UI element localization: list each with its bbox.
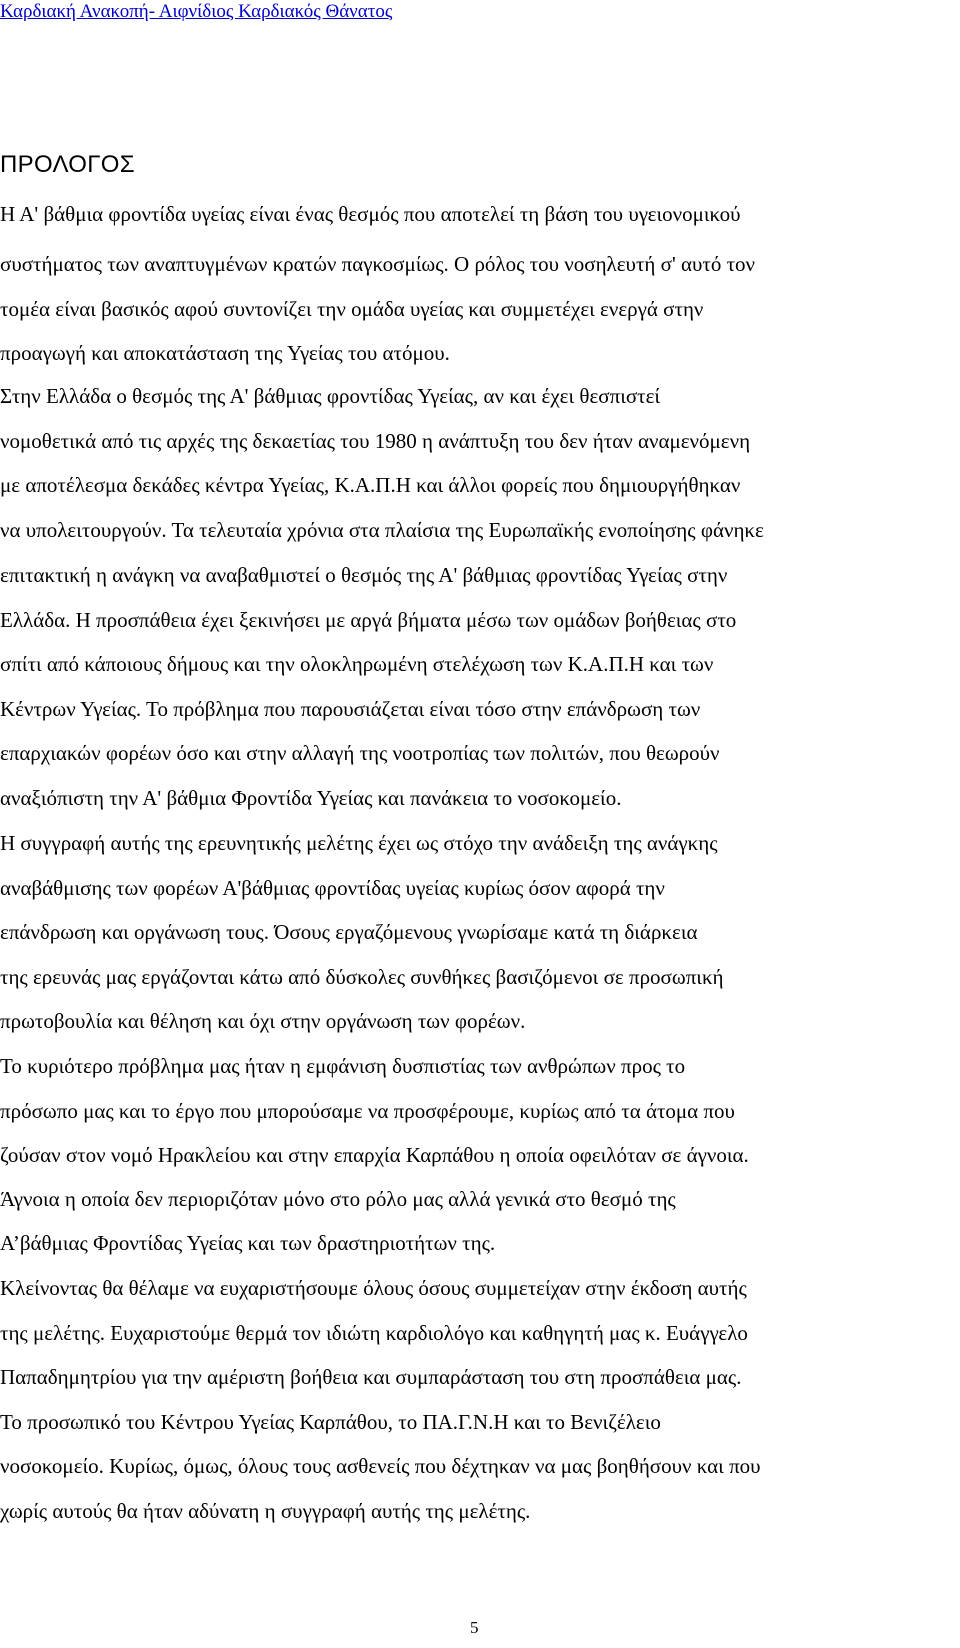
text-line: Το κυριότερο πρόβλημα μας ήταν η εμφάνιση δυσπιστίας των ανθρώπων προς το	[0, 1054, 686, 1078]
text-line: νομοθετικά από τις αρχές της δεκαετίας του 1980 η ανάπτυξη του δεν ήταν αναμενόμενη	[0, 429, 751, 453]
text-line: της ερευνάς μας εργάζονται κάτω από δύσκολες συνθήκες βασιζόμενοι σε προσωπική	[0, 965, 724, 989]
text-line: Ελλάδα. Η προσπάθεια έχει ξεκινήσει με αργά βήματα μέσω των ομάδων βοήθειας στο	[0, 608, 737, 632]
section-title: ΠΡΟΛΟΓΟΣ	[0, 151, 135, 178]
text-line: της μελέτης. Ευχαριστούμε θερμά τον ιδιώτη καρδιολόγο και καθηγητή μας κ. Ευάγγελο	[0, 1321, 748, 1345]
text-line: επάνδρωση και οργάνωση τους. Όσους εργαζόμενους γνωρίσαμε κατά τη διάρκεια	[0, 920, 698, 944]
text-line: Άγνοια η οποία δεν περιοριζόταν μόνο στο ρόλο μας αλλά γενικά στο θεσμό της	[0, 1187, 676, 1211]
text-line: Παπαδημητρίου για την αμέριστη βοήθεια και συμπαράσταση του στη προσπάθεια μας.	[0, 1365, 742, 1389]
text-line: με αποτέλεσμα δεκάδες κέντρα Υγείας, Κ.Α.Π.Η και άλλοι φορείς που δημιουργήθηκαν	[0, 473, 741, 497]
document-header-link[interactable]: Καρδιακή Ανακοπή- Αιφνίδιος Καρδιακός Θάνατος	[0, 1, 393, 22]
text-line: πρόσωπο μας και το έργο που μπορούσαμε να προσφέρουμε, κυρίως από τα άτομα που	[0, 1099, 735, 1123]
text-line: συστήματος των αναπτυγμένων κρατών παγκοσμίως. Ο ρόλος του νοσηλευτή σ' αυτό τον	[0, 252, 756, 276]
text-line: Κέντρων Υγείας. Το πρόβλημα που παρουσιάζεται είναι τόσο στην επάνδρωση των	[0, 697, 701, 721]
text-line: να υπολειτουργούν. Τα τελευταία χρόνια στα πλαίσια της Ευρωπαϊκής ενοποίησης φάνηκε	[0, 518, 764, 542]
text-line: Στην Ελλάδα ο θεσμός της Α' βάθμιας φροντίδας Υγείας, αν και έχει θεσπιστεί	[0, 384, 661, 408]
text-line: Κλείνοντας θα θέλαμε να ευχαριστήσουμε όλους όσους συμμετείχαν στην έκδοση αυτής	[0, 1276, 747, 1300]
text-line: Το προσωπικό του Κέντρου Υγείας Καρπάθου, το ΠΑ.Γ.Ν.Η και το Βενιζέλειο	[0, 1410, 661, 1434]
text-line: αναξιόπιστη την Α' βάθμια Φροντίδα Υγείας και πανάκεια το νοσοκομείο.	[0, 786, 622, 810]
page-number: 5	[470, 1618, 479, 1637]
text-line: σπίτι από κάποιους δήμους και την ολοκληρωμένη στελέχωση των Κ.Α.Π.Η και των	[0, 652, 714, 676]
text-line: επιτακτική η ανάγκη να αναβαθμιστεί ο θεσμός της Α' βάθμιας φροντίδας Υγείας στην	[0, 563, 728, 587]
text-line: αναβάθμισης των φορέων Α'βάθμιας φροντίδας υγείας κυρίως όσον αφορά την	[0, 876, 665, 900]
text-line: προαγωγή και αποκατάσταση της Υγείας του ατόμου.	[0, 341, 450, 365]
text-line: τομέα είναι βασικός αφού συντονίζει την ομάδα υγείας και συμμετέχει ενεργά στην	[0, 297, 704, 321]
text-line: Η συγγραφή αυτής της ερευνητικής μελέτης έχει ως στόχο την ανάδειξη της ανάγκης	[0, 831, 718, 855]
text-line: Η Α' βάθμια φροντίδα υγείας είναι ένας θεσμός που αποτελεί τη βάση του υγειονομικού	[0, 202, 741, 226]
text-line: νοσοκομείο. Κυρίως, όμως, όλους τους ασθενείς που δέχτηκαν να μας βοηθήσουν και που	[0, 1454, 761, 1478]
text-line: επαρχιακών φορέων όσο και στην αλλαγή της νοοτροπίας των πολιτών, που θεωρούν	[0, 741, 720, 765]
text-line: πρωτοβουλία και θέληση και όχι στην οργάνωση των φορέων.	[0, 1009, 526, 1033]
text-line: χωρίς αυτούς θα ήταν αδύνατη η συγγραφή αυτής της μελέτης.	[0, 1499, 531, 1523]
text-line: ζούσαν στον νομό Ηρακλείου και στην επαρχία Καρπάθου η οποία οφειλόταν σε άγνοια.	[0, 1143, 749, 1167]
text-line: Α’βάθμιας Φροντίδας Υγείας και των δραστηριοτήτων της.	[0, 1231, 496, 1255]
